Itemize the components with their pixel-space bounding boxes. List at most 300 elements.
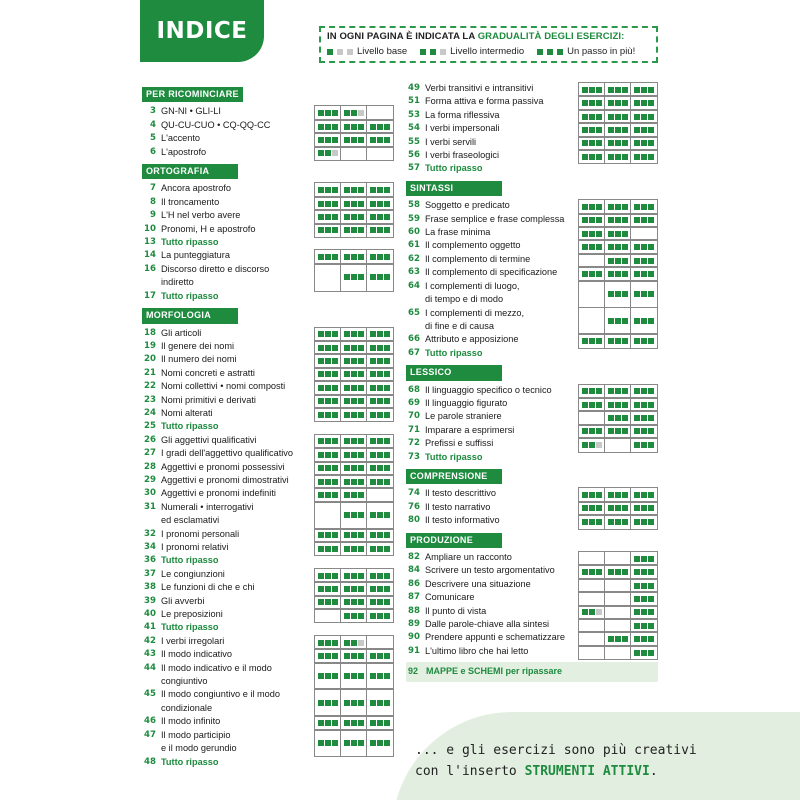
level-cell: [367, 596, 393, 609]
entry-title: Il genere dei nomi: [161, 340, 235, 351]
square-icon: [384, 720, 390, 726]
entry-title: Gli articoli: [161, 327, 202, 338]
level-cell: [341, 488, 367, 501]
review-entry[interactable]: [406, 347, 658, 360]
square-icon: [332, 740, 338, 746]
page-number: 59: [408, 213, 420, 224]
square-icon: [596, 569, 602, 575]
entry-title: Nomi primitivi e derivati: [161, 394, 256, 405]
square-icon: [615, 519, 621, 525]
square-icon: [351, 532, 357, 538]
square-icon: [318, 371, 324, 377]
square-icon: [634, 318, 640, 324]
toc-entry[interactable]: [142, 528, 394, 541]
entry-title: Aggettivi e pronomi indefiniti: [161, 488, 276, 499]
square-icon: [641, 609, 647, 615]
square-icon: [318, 201, 324, 207]
square-icon: [582, 204, 588, 210]
square-icon: [384, 700, 390, 706]
square-icon: [384, 546, 390, 552]
entry-title: Soggetto e predicato: [425, 200, 510, 211]
square-icon: [641, 114, 647, 120]
square-icon: [370, 546, 376, 552]
square-icon: [384, 137, 390, 143]
square-icon: [370, 385, 376, 391]
entry-title: Gli aggettivi qualificativi: [161, 434, 257, 445]
square-icon: [634, 338, 640, 344]
square-icon: [608, 505, 614, 511]
square-icon: [351, 371, 357, 377]
page-number: 37: [144, 568, 156, 579]
level-cell: [367, 381, 393, 394]
square-icon: [641, 636, 647, 642]
page-number: 44: [144, 662, 156, 673]
level-cell: [367, 663, 393, 690]
level-cell: [631, 438, 657, 451]
square-icon: [648, 388, 654, 394]
square-icon: [641, 87, 647, 93]
square-icon: [318, 673, 324, 679]
square-icon: [634, 650, 640, 656]
level-cell: [579, 240, 605, 253]
square-icon: [648, 154, 654, 160]
level-cell: [341, 381, 367, 394]
legend-advanced: [537, 46, 635, 57]
toc-entry[interactable]: [406, 501, 658, 514]
page-number: 8: [150, 196, 156, 207]
toc-entry[interactable]: [142, 447, 394, 460]
square-icon: [358, 492, 364, 498]
square-icon: [596, 338, 602, 344]
square-icon: [622, 127, 628, 133]
level-cell: [579, 606, 605, 619]
toc-entry[interactable]: [142, 688, 394, 715]
square-icon: [318, 586, 324, 592]
square-icon: [332, 345, 338, 351]
square-icon: [358, 452, 364, 458]
square-icon: [332, 412, 338, 418]
square-icon: [641, 140, 647, 146]
toc-entry[interactable]: [142, 541, 394, 554]
square-icon: [634, 583, 640, 589]
toc-entry[interactable]: [142, 501, 394, 528]
toc-entry[interactable]: [142, 367, 394, 380]
toc-entry[interactable]: [142, 380, 394, 393]
square-icon: [325, 653, 331, 659]
page-number: 38: [144, 582, 156, 593]
level-grid: [314, 146, 394, 161]
square-icon: [648, 442, 654, 448]
level-cell: [315, 147, 341, 160]
square-icon: [589, 388, 595, 394]
level-cell: [631, 96, 657, 109]
toc-entry[interactable]: [142, 209, 394, 222]
level-cell: [605, 565, 631, 578]
square-icon: [384, 599, 390, 605]
square-icon: [332, 720, 338, 726]
square-icon: [596, 492, 602, 498]
square-icon: [344, 532, 350, 538]
page-number: 65: [408, 307, 420, 318]
square-icon: [582, 271, 588, 277]
toc-entry[interactable]: [406, 333, 658, 346]
square-icon: [596, 204, 602, 210]
toc-entry[interactable]: [406, 82, 658, 95]
square-icon: [608, 428, 614, 434]
level-cell: [367, 147, 393, 160]
square-icon: [370, 653, 376, 659]
page-number: 39: [144, 595, 156, 606]
square-icon: [377, 700, 383, 706]
level-cell: [367, 462, 393, 475]
square-icon: [325, 201, 331, 207]
review-entry[interactable]: [142, 621, 394, 634]
toc-entry[interactable]: [406, 253, 658, 266]
level-cell: [605, 83, 631, 96]
toc-entry[interactable]: [406, 487, 658, 500]
toc-entry[interactable]: [406, 266, 658, 279]
title-tab: [140, 0, 264, 62]
page-number: 26: [144, 434, 156, 445]
square-icon: [634, 636, 640, 642]
square-icon: [648, 204, 654, 210]
entry-title: I pronomi relativi: [161, 542, 229, 552]
square-icon: [648, 519, 654, 525]
page-number: 61: [408, 240, 420, 251]
level-cell: [605, 200, 631, 213]
toc-entry[interactable]: [406, 199, 658, 212]
toc-entry[interactable]: [406, 280, 658, 307]
level-cell: [579, 281, 605, 308]
level-cell: [631, 488, 657, 501]
level-cell: [631, 606, 657, 619]
level-cell: [631, 515, 657, 528]
toc-entry[interactable]: [406, 514, 658, 527]
review-entry[interactable]: [142, 236, 394, 249]
toc-entry[interactable]: [142, 715, 394, 728]
square-icon: [344, 452, 350, 458]
square-icon: [351, 345, 357, 351]
square-icon: [622, 114, 628, 120]
square-icon: [622, 428, 628, 434]
square-icon: [634, 402, 640, 408]
toc-entry[interactable]: [142, 340, 394, 353]
square-icon: [622, 519, 628, 525]
square-icon: [384, 512, 390, 518]
level-cell: [605, 123, 631, 136]
square-icon: [325, 438, 331, 444]
entry-title: Il modo indicativo: [161, 649, 232, 660]
toc-entry[interactable]: [406, 95, 658, 108]
square-icon: [634, 127, 640, 133]
square-icon: [332, 492, 338, 498]
level-cell: [367, 689, 393, 716]
level-cell: [367, 328, 393, 341]
square-icon: [384, 201, 390, 207]
level-cell: [367, 106, 393, 119]
level-cell: [341, 368, 367, 381]
toc-entry[interactable]: [406, 384, 658, 397]
level-cell: [579, 565, 605, 578]
square-icon: [648, 258, 654, 264]
level-cell: [315, 354, 341, 367]
square-icon: [332, 227, 338, 233]
toc-entry[interactable]: [406, 424, 658, 437]
square-icon: [648, 244, 654, 250]
toc-entry[interactable]: [142, 182, 394, 195]
toc-entry[interactable]: [406, 226, 658, 239]
level-cell: [315, 542, 341, 555]
toc-entry[interactable]: [142, 263, 394, 290]
square-icon: [641, 258, 647, 264]
review-entry[interactable]: [142, 554, 394, 567]
level-cell: [341, 224, 367, 237]
toc-entry[interactable]: [142, 648, 394, 661]
toc-entry[interactable]: [406, 645, 658, 658]
square-icon: [370, 673, 376, 679]
entry-title: Comunicare: [425, 592, 475, 603]
square-icon: [608, 636, 614, 642]
level-cell: [579, 385, 605, 398]
toc-entry[interactable]: [142, 394, 394, 407]
level-cell: [605, 502, 631, 515]
square-icon: [347, 49, 353, 55]
toc-entry[interactable]: [142, 146, 394, 159]
square-icon: [634, 492, 640, 498]
toc-entry[interactable]: [142, 662, 394, 689]
square-icon: [648, 217, 654, 223]
page-number: 14: [144, 250, 156, 261]
level-cell: [367, 368, 393, 381]
page-number: 36: [144, 555, 156, 566]
entry-title: Il testo informativo: [425, 515, 500, 526]
toc-entry[interactable]: [406, 437, 658, 450]
entry-title: Il modo congiuntivo e il modo condizionale: [161, 689, 280, 713]
square-icon: [384, 124, 390, 130]
level-cell: [315, 529, 341, 542]
square-icon: [641, 519, 647, 525]
square-icon: [358, 586, 364, 592]
review-entry[interactable]: [142, 420, 394, 433]
entry-title: Le funzioni di che e chi: [161, 582, 255, 593]
toc-entry[interactable]: [142, 353, 394, 366]
square-icon: [377, 546, 383, 552]
toc-entry[interactable]: [142, 132, 394, 145]
square-icon: [318, 599, 324, 605]
square-icon: [384, 331, 390, 337]
square-icon: [318, 254, 324, 260]
square-icon: [648, 291, 654, 297]
page-number: 63: [408, 267, 420, 278]
level-cell: [605, 96, 631, 109]
square-icon: [351, 358, 357, 364]
tagline-text: con l'inserto: [415, 764, 517, 779]
toc-entry[interactable]: [142, 608, 394, 621]
toc-entry[interactable]: [406, 631, 658, 644]
toc-entry[interactable]: [406, 122, 658, 135]
entry-title: L'ultimo libro che hai letto: [425, 645, 529, 656]
square-icon: [370, 254, 376, 260]
level-cell: [315, 210, 341, 223]
square-icon: [589, 271, 595, 277]
review-entry[interactable]: [142, 756, 394, 769]
square-icon: [641, 244, 647, 250]
square-icon: [351, 465, 357, 471]
toc-entry[interactable]: [406, 109, 658, 122]
square-icon: [622, 505, 628, 511]
level-cell: [631, 579, 657, 592]
page-number: 6: [150, 146, 156, 157]
level-cell: [605, 592, 631, 605]
square-icon: [634, 244, 640, 250]
square-icon: [344, 345, 350, 351]
square-icon: [377, 331, 383, 337]
square-icon: [589, 244, 595, 250]
maps-entry[interactable]: [406, 662, 658, 681]
square-icon: [318, 452, 324, 458]
square-icon: [370, 187, 376, 193]
toc-entry[interactable]: [142, 327, 394, 340]
square-icon: [344, 385, 350, 391]
square-icon: [648, 402, 654, 408]
toc-entry[interactable]: [406, 213, 658, 226]
toc-entry[interactable]: [142, 487, 394, 500]
toc-entry[interactable]: [406, 239, 658, 252]
square-icon: [325, 137, 331, 143]
entry-title: I complementi di luogo, di tempo e di modo: [425, 280, 520, 305]
square-icon: [440, 49, 446, 55]
toc-entry[interactable]: [142, 407, 394, 420]
square-icon: [318, 110, 324, 116]
toc-entry[interactable]: [406, 307, 658, 334]
square-icon: [358, 358, 364, 364]
review-entry[interactable]: [142, 290, 394, 303]
level-cell: [367, 395, 393, 408]
square-icon: [608, 415, 614, 421]
entry-title: L'H nel verbo avere: [161, 210, 241, 221]
square-icon: [634, 100, 640, 106]
toc-entry[interactable]: [142, 105, 394, 118]
square-icon: [332, 331, 338, 337]
level-cell: [341, 106, 367, 119]
square-icon: [318, 532, 324, 538]
square-icon: [337, 49, 343, 55]
level-cell: [631, 425, 657, 438]
toc-entry[interactable]: [142, 119, 394, 132]
toc-entry[interactable]: [406, 551, 658, 564]
toc-entry[interactable]: [142, 729, 394, 756]
toc-entry[interactable]: [142, 434, 394, 447]
square-icon: [634, 569, 640, 575]
level-cell: [631, 83, 657, 96]
toc-entry[interactable]: [142, 249, 394, 262]
level-cell: [367, 716, 393, 729]
toc-entry[interactable]: [406, 136, 658, 149]
square-icon: [641, 127, 647, 133]
level-cell: [631, 385, 657, 398]
level-cell: [605, 632, 631, 645]
level-cell: [605, 646, 631, 659]
square-icon: [430, 49, 436, 55]
level-cell: [341, 689, 367, 716]
level-cell: [579, 308, 605, 335]
square-icon: [358, 532, 364, 538]
square-icon: [325, 492, 331, 498]
level-cell: [315, 368, 341, 381]
square-icon: [648, 583, 654, 589]
legend-heading: [327, 31, 650, 42]
square-icon: [608, 87, 614, 93]
toc-entry[interactable]: [406, 591, 658, 604]
level-cell: [341, 730, 367, 757]
level-cell: [315, 395, 341, 408]
square-icon: [596, 402, 602, 408]
entry-title: Verbi transitivi e intransitivi: [425, 83, 534, 93]
toc-entry[interactable]: [406, 564, 658, 577]
toc-entry[interactable]: [406, 149, 658, 162]
toc-entry[interactable]: [142, 595, 394, 608]
square-icon: [318, 546, 324, 552]
level-cell: [315, 582, 341, 595]
level-cell: [367, 502, 393, 529]
toc-entry[interactable]: [406, 578, 658, 591]
level-grid: [578, 514, 658, 529]
square-icon: [615, 258, 621, 264]
toc-entry[interactable]: [142, 635, 394, 648]
level-cell: [579, 579, 605, 592]
square-icon: [351, 479, 357, 485]
entry-title: Il testo descrittivo: [425, 488, 496, 499]
page-number: 10: [144, 223, 156, 234]
entry-title: Ancora apostrofo: [161, 183, 231, 194]
level-cell: [605, 254, 631, 267]
toc-entry[interactable]: [142, 568, 394, 581]
level-cell: [315, 250, 341, 263]
square-icon: [344, 254, 350, 260]
entry-title: Tutto ripasso: [161, 622, 219, 633]
square-icon: [344, 412, 350, 418]
review-entry[interactable]: [406, 162, 658, 175]
entry-title: Descrivere una situazione: [425, 578, 531, 589]
toc-entry[interactable]: [406, 410, 658, 423]
toc-entry[interactable]: [142, 196, 394, 209]
toc-entry[interactable]: [142, 223, 394, 236]
square-icon: [589, 217, 595, 223]
square-icon: [547, 49, 553, 55]
square-icon: [641, 100, 647, 106]
toc-entry[interactable]: [406, 605, 658, 618]
page-number: 68: [408, 384, 420, 395]
review-entry[interactable]: [406, 451, 658, 464]
square-icon: [589, 402, 595, 408]
toc-entry[interactable]: [142, 461, 394, 474]
square-icon: [608, 519, 614, 525]
level-grid: [578, 645, 658, 660]
entry-title: I gradi dell'aggettivo qualificativo: [161, 448, 293, 459]
square-icon: [332, 110, 338, 116]
square-icon: [608, 217, 614, 223]
square-icon: [596, 244, 602, 250]
entry-title: Aggettivi e pronomi dimostrativi: [161, 474, 289, 485]
square-icon: [615, 388, 621, 394]
toc-entry[interactable]: [406, 618, 658, 631]
level-cell: [315, 569, 341, 582]
toc-entry[interactable]: [142, 474, 394, 487]
square-icon: [634, 388, 640, 394]
level-cell: [341, 147, 367, 160]
toc-entry[interactable]: [142, 581, 394, 594]
toc-entry[interactable]: [406, 397, 658, 410]
